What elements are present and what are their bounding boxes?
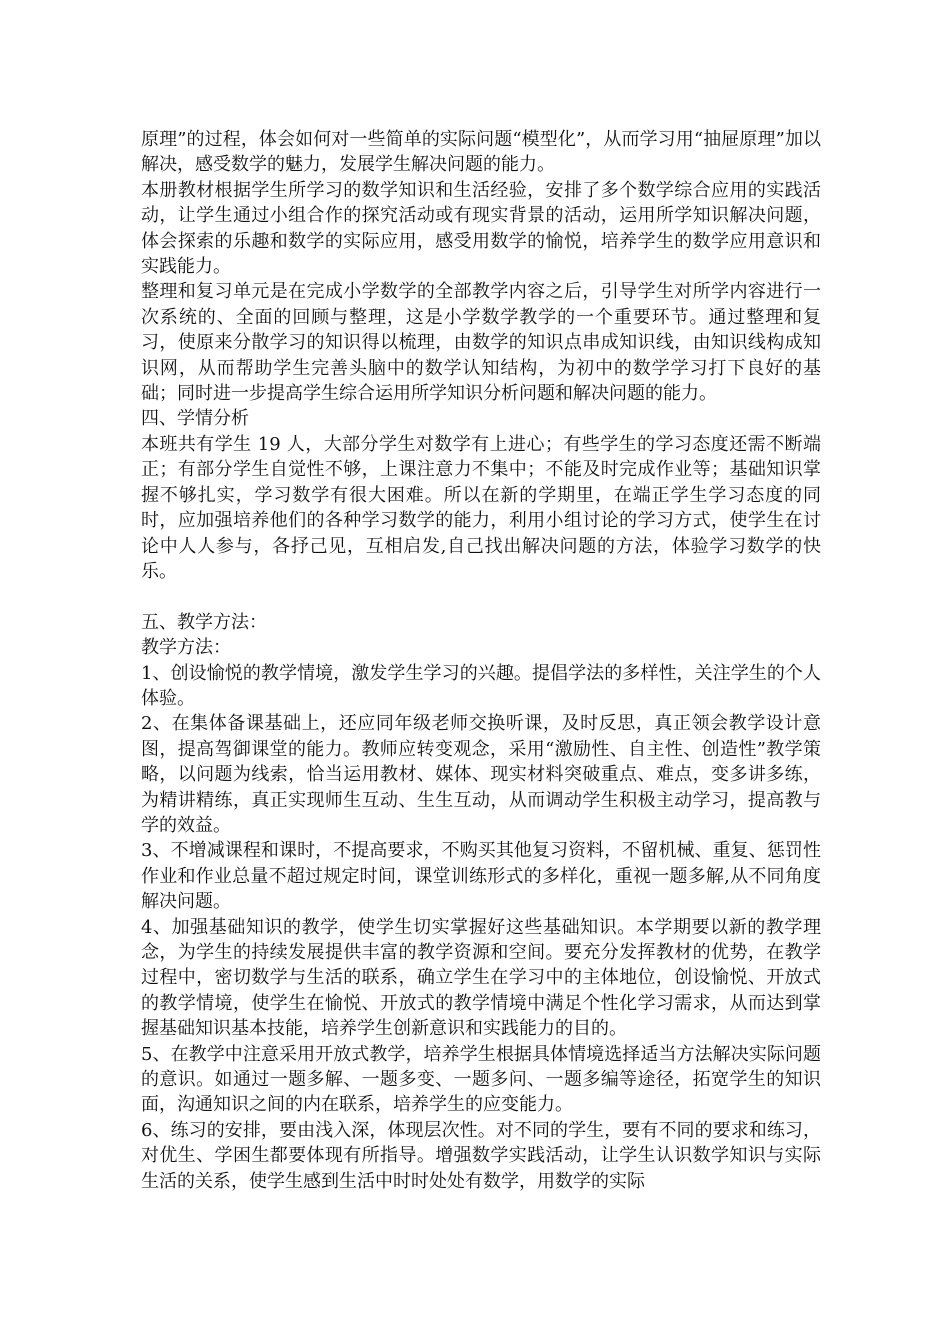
section-heading-teaching-methods: 五、教学方法： [141,611,267,633]
blank-line [141,584,821,609]
list-item-method-4: 4、加强基础知识的教学，使学生切实掌握好这些基础知识。本学期要以新的教学理念，为学生的持续发展提供丰富的教学资源和空间。要充分发挥教材的优势，在教学过程中，密切数学与生活的联系，确立学生在学习中的主体地位，创设愉悦、开放式的教学情境，使学生在愉悦、开放式的教学情境中满足个性化学习需求，从而达到掌握基础知识基本技能，培养学生创新意识和实践能力的目的。 [141,916,821,1040]
list-item-method-5: 5、在教学中注意采用开放式教学，培养学生根据具体情境选择适当方法解决实际问题的意识。如通过一题多解、一题多变、一题多问、一题多编等途径，拓宽学生的知识面，沟通知识之间的内在联系，培养学生的应变能力。 [141,1043,821,1116]
paragraph-pigeonhole-continuation: 原理”的过程，体会如何对一些简单的实际问题“模型化”，从而学习用“抽屉原理”加以解决，感受数学的魅力，发展学生解决问题的能力。 [141,129,821,176]
paragraph-student-analysis: 本班共有学生 19 人，大部分学生对数学有上进心；有些学生的学习态度还需不断端正；有部分学生自觉性不够，上课注意力不集中；不能及时完成作业等；基础知识掌握不够扎实，学习数学有很大困难。所以在新的学期里，在端正学生学习态度的同时，应加强培养他们的各种学习数学的能力，利用小组讨论的学习方式，使学生在讨论中人人参与，各抒己见，互相启发,自己找出解决问题的方法，体验学习数学的快乐。 [141,433,821,582]
list-item-method-3: 3、不增减课程和课时，不提高要求，不购买其他复习资料，不留机械、重复、惩罚性作业和作业总量不超过规定时间，课堂训练形式的多样化，重视一题多解,从不同角度解决问题。 [141,840,821,913]
section-heading-student-analysis: 四、学情分析 [141,408,249,430]
paragraph-practice-activities: 本册教材根据学生所学习的数学知识和生活经验，安排了多个数学综合应用的实践活动，让学生通过小组合作的探究活动或有现实背景的活动，运用所学知识解决问题，体会探索的乐趣和数学的实际应用，感受用数学的愉悦，培养学生的数学应用意识和实践能力。 [141,179,821,278]
list-item-method-1: 1、创设愉悦的教学情境，激发学生学习的兴趣。提倡学法的多样性，关注学生的个人体验。 [141,662,821,709]
subheading-teaching-methods: 教学方法： [141,637,231,659]
paragraph-review-unit: 整理和复习单元是在完成小学数学的全部教学内容之后，引导学生对所学内容进行一次系统的、全面的回顾与整理，这是小学数学教学的一个重要环节。通过整理和复习，使原来分散学习的知识得以梳理，由数学的知识点串成知识线，由知识线构成知识网，从而帮助学生完善头脑中的数学认知结构，为初中的数学学习打下良好的基础；同时进一步提高学生综合运用所学知识分析问题和解决问题的能力。 [141,281,821,405]
document-body [141,127,821,1194]
list-item-method-6: 6、练习的安排，要由浅入深，体现层次性。对不同的学生，要有不同的要求和练习，对优生、学困生都要体现有所指导。增强数学实践活动，让学生认识数学知识与实际生活的关系，使学生感到生活中时时处处有数学，用数学的实际 [141,1119,821,1192]
list-item-method-2: 2、在集体备课基础上，还应同年级老师交换听课，及时反思，真正领会教学设计意图，提高驾御课堂的能力。教师应转变观念，采用“激励性、自主性、创造性”教学策略，以问题为线索，恰当运用教材、媒体、现实材料突破重点、难点，变多讲多练，为精讲精练，真正实现师生互动、生生互动，从而调动学生积极主动学习，提高教与学的效益。 [141,713,821,836]
